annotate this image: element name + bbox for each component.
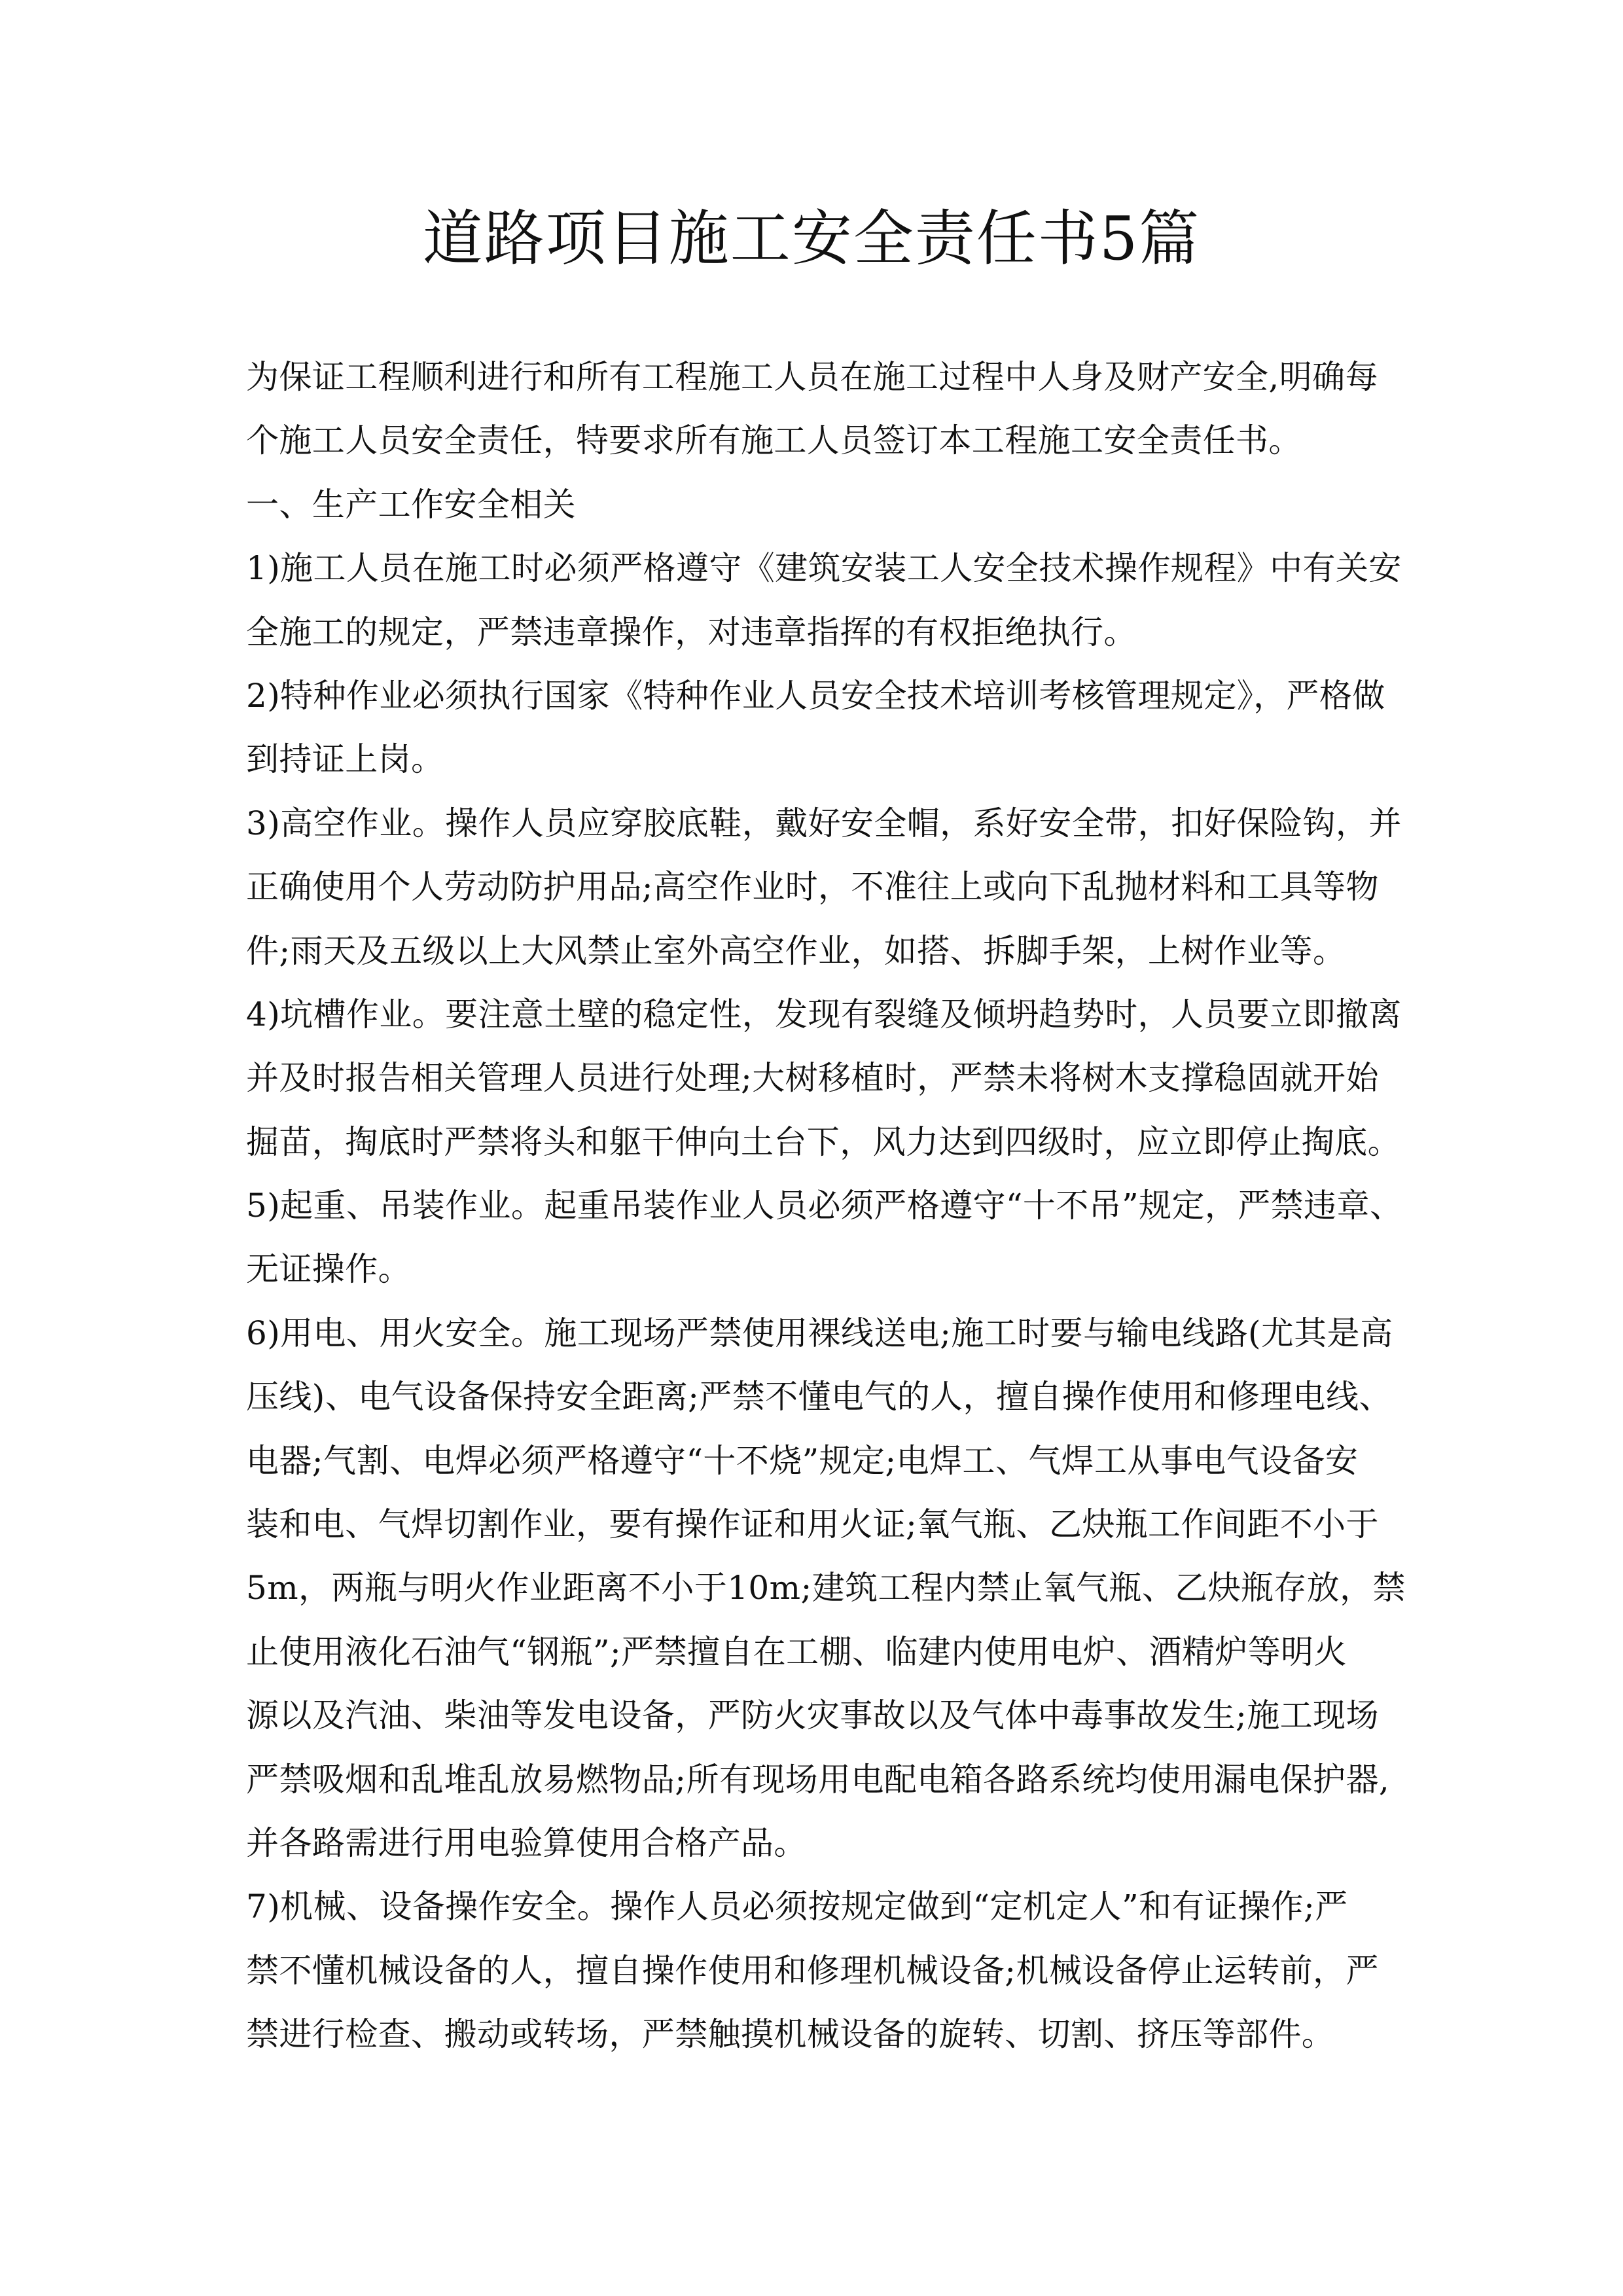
text-line: 1)施工人员在施工时必须严格遵守《建筑安装工人安全技术操作规程》中有关安	[246, 549, 1402, 588]
text-line: 为保证工程顺利进行和所有工程施工人员在施工过程中人身及财产安全,明确每	[246, 358, 1378, 396]
text-line: 2)特种作业必须执行国家《特种作业人员安全技术培训考核管理规定》，严格做	[246, 676, 1385, 715]
text-line: 一、生产工作安全相关	[246, 485, 576, 524]
text-line: 3)高空作业。操作人员应穿胶底鞋，戴好安全帽，系好安全带，扣好保险钩，并	[246, 804, 1402, 842]
text-line: 掘苗，掏底时严禁将头和躯干伸向土台下，风力达到四级时，应立即停止掏底。	[246, 1122, 1400, 1161]
text-line: 电器;气割、电焊必须严格遵守“十不烧”规定;电焊工、气焊工从事电气设备安	[246, 1441, 1359, 1480]
text-line: 到持证上岗。	[246, 740, 444, 779]
text-line: 止使用液化石油气“钢瓶”;严禁擅自在工棚、临建内使用电炉、酒精炉等明火	[246, 1632, 1347, 1671]
document-body	[246, 346, 1406, 2067]
text-line: 6)用电、用火安全。施工现场严禁使用裸线送电;施工时要与输电线路(尤其是高	[246, 1314, 1393, 1352]
text-line: 7)机械、设备操作安全。操作人员必须按规定做到“定机定人”和有证操作;严	[246, 1888, 1348, 1926]
text-line: 禁进行检查、搬动或转场，严禁触摸机械设备的旋转、切割、挤压等部件。	[246, 2015, 1335, 2054]
text-line: 5m，两瓶与明火作业距离不小于10m;建筑工程内禁止氧气瓶、乙炔瓶存放，禁	[246, 1569, 1406, 1607]
text-line: 禁不懂机械设备的人，擅自操作使用和修理机械设备;机械设备停止运转前，严	[246, 1951, 1379, 1990]
text-line: 全施工的规定，严禁违章操作，对违章指挥的有权拒绝执行。	[246, 613, 1137, 651]
text-line: 并及时报告相关管理人员进行处理;大树移植时，严禁未将树木支撑稳固就开始	[246, 1059, 1379, 1098]
text-line: 严禁吸烟和乱堆乱放易燃物品;所有现场用电配电箱各路系统均使用漏电保护器,	[246, 1760, 1390, 1799]
text-line: 压线)、电气设备保持安全距离;严禁不懂电气的人，擅自操作使用和修理电线、	[246, 1378, 1392, 1416]
text-line: 无证操作。	[246, 1250, 411, 1289]
text-line: 5)起重、吊装作业。起重吊装作业人员必须严格遵守“十不吊”规定，严禁违章、	[246, 1187, 1403, 1225]
text-line: 个施工人员安全责任，特要求所有施工人员签订本工程施工安全责任书。	[246, 422, 1302, 460]
document-title: 道路项目施工安全责任书5篇	[422, 204, 1201, 274]
text-line: 装和电、气焊切割作业，要有操作证和用火证;氧气瓶、乙炔瓶工作间距不小于	[246, 1505, 1379, 1544]
text-line: 源以及汽油、柴油等发电设备，严防火灾事故以及气体中毒事故发生;施工现场	[246, 1696, 1379, 1735]
text-line: 4)坑槽作业。要注意土壁的稳定性，发现有裂缝及倾坍趋势时，人员要立即撤离	[246, 995, 1402, 1033]
text-line: 正确使用个人劳动防护用品;高空作业时，不准往上或向下乱抛材料和工具等物	[246, 868, 1379, 906]
text-line: 件;雨天及五级以上大风禁止室外高空作业，如搭、拆脚手架，上树作业等。	[246, 931, 1346, 970]
text-line: 并各路需进行用电验算使用合格产品。	[246, 1823, 807, 1862]
